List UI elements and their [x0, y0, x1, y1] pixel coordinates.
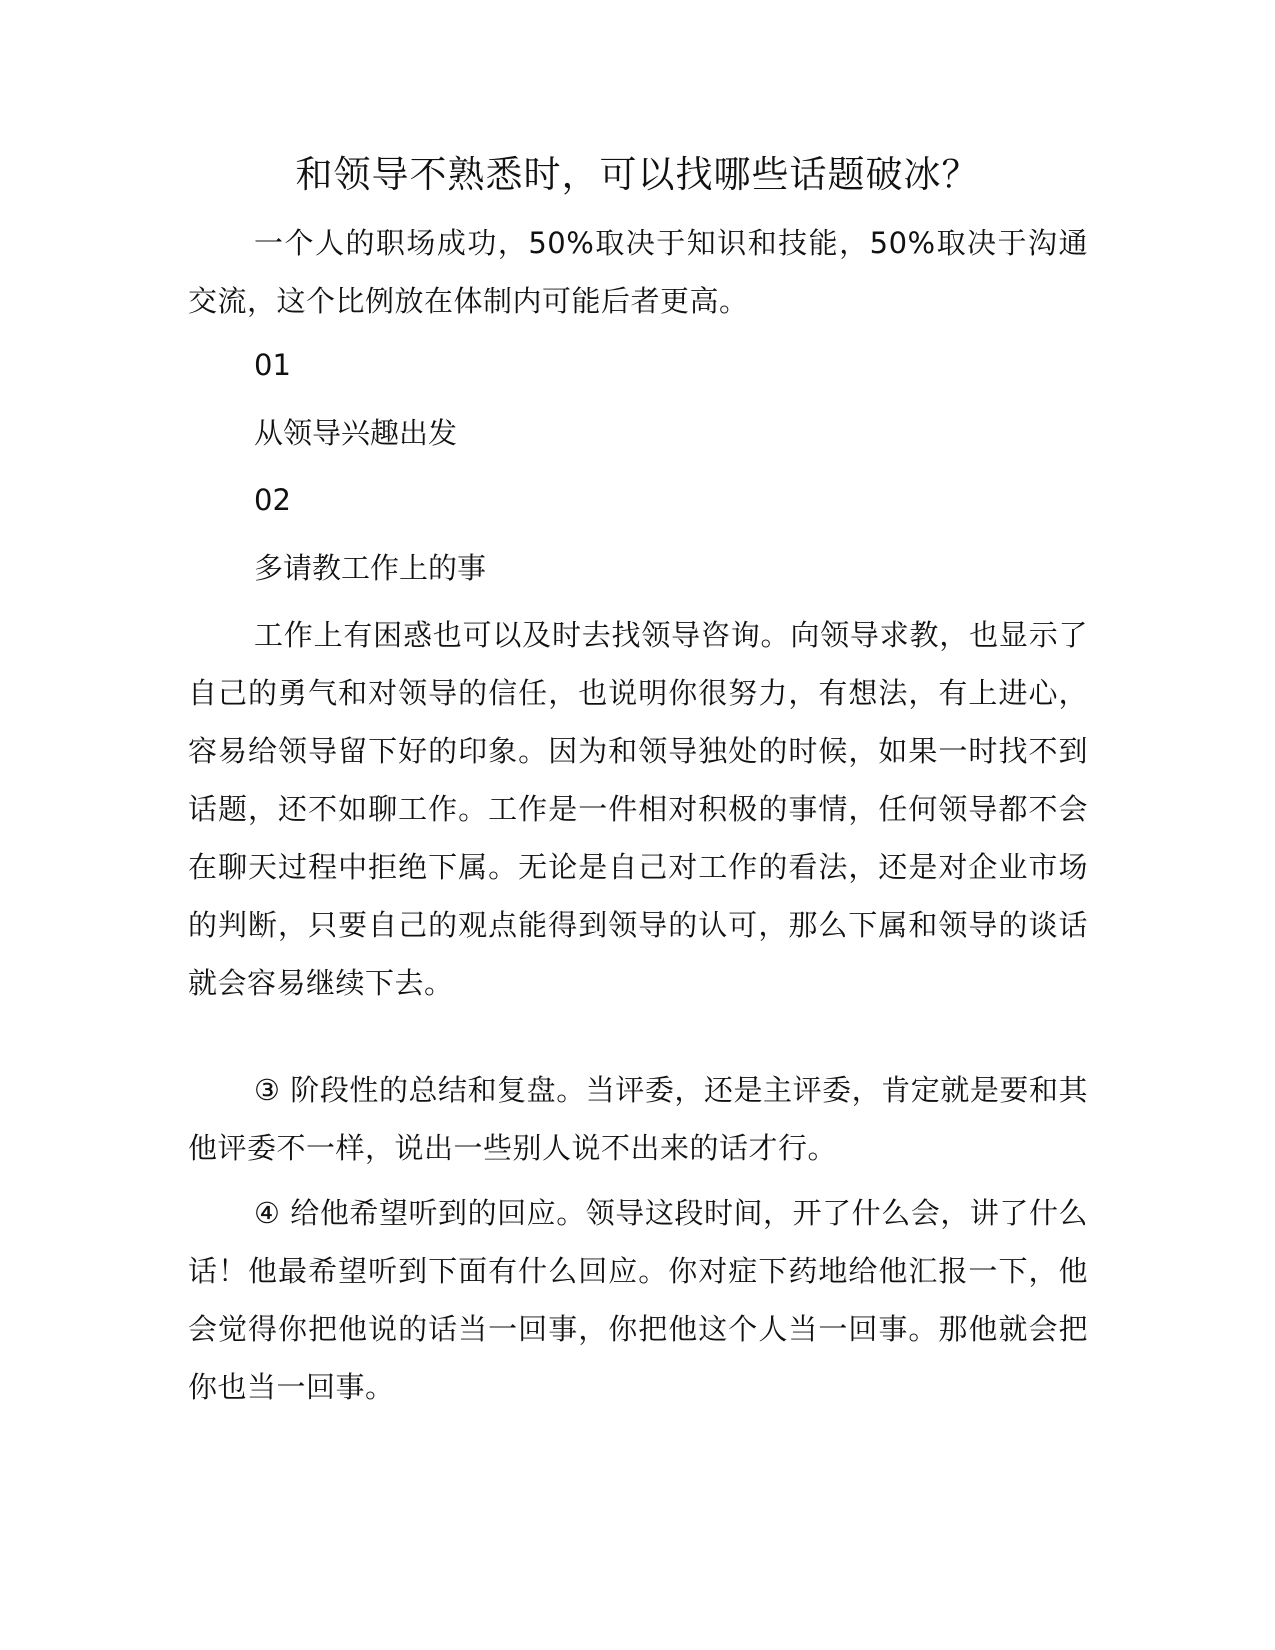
point-3-paragraph: ③ 阶段性的总结和复盘。当评委，还是主评委，肯定就是要和其他评委不一样，说出一些别人说不出来的话才行。	[188, 1073, 1088, 1165]
section-heading-work: 多请教工作上的事	[254, 551, 487, 585]
work-consult-paragraph: 工作上有困惑也可以及时去找领导咨询。向领导求教，也显示了自己的勇气和对领导的信任，也说明你很努力，有想法，有上进心，容易给领导留下好的印象。因为和领导独处的时候，如果一时找不到话题，还不如聊工作。工作是一件相对积极的事情，任何领导都不会在聊天过程中拒绝下属。无论是自己对工作的看法，还是对企业市场的判断，只要自己的观点能得到领导的认可，那么下属和领导的谈话就会容易继续下去。	[188, 618, 1088, 1000]
intro-paragraph: 一个人的职场成功，50%取决于知识和技能，50%取决于沟通交流，这个比例放在体制内可能后者更高。	[188, 226, 1088, 318]
document-title: 和领导不熟悉时，可以找哪些话题破冰？	[295, 153, 980, 196]
section-number-01: 01	[254, 348, 291, 382]
section-number-02: 02	[254, 483, 291, 517]
section-heading-interest: 从领导兴趣出发	[254, 416, 458, 450]
point-4-paragraph: ④ 给他希望听到的回应。领导这段时间，开了什么会，讲了什么话！他最希望听到下面有什么回应。你对症下药地给他汇报一下，他会觉得你把他说的话当一回事，你把他这个人当一回事。那他就会把你也当一回事。	[188, 1196, 1088, 1404]
